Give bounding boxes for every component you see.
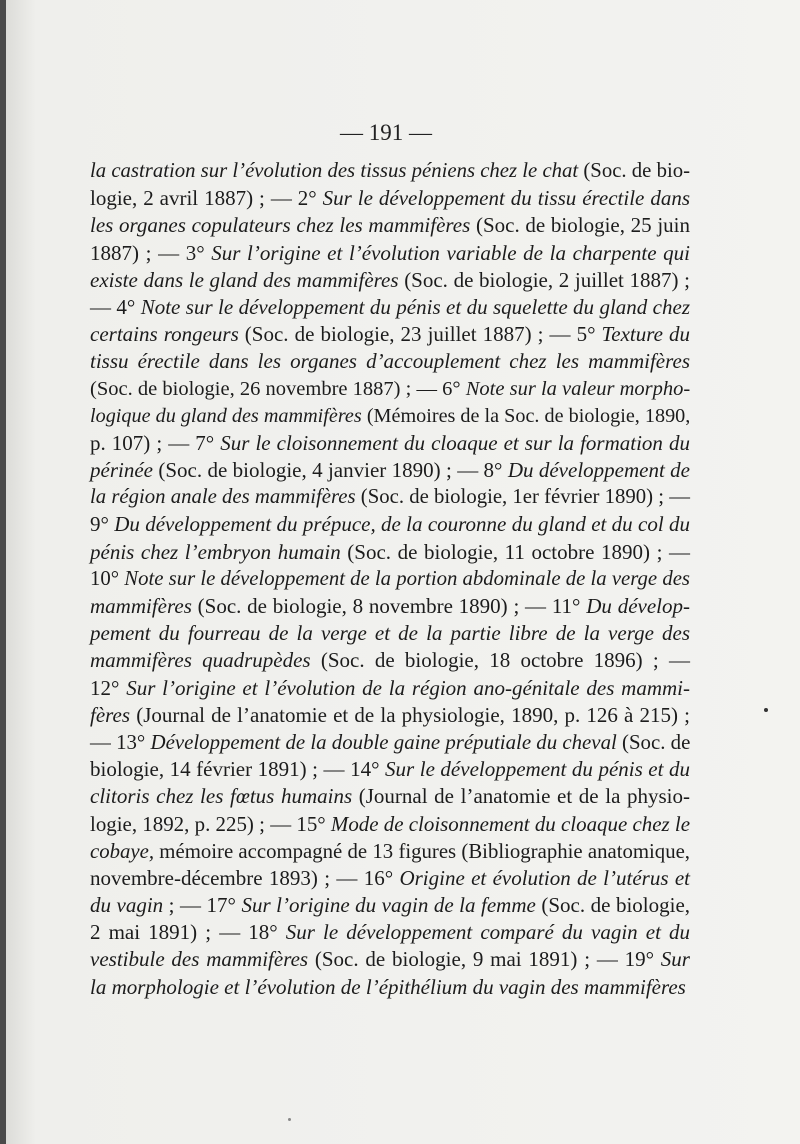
text-line xyxy=(90,321,690,348)
text-segment: (Soc. de biologie, 2 juillet 1887) ; xyxy=(398,267,690,292)
ink-speck xyxy=(764,708,768,712)
text-segment: (Soc. de biologie, 18 octobre 1896) ; — xyxy=(310,648,691,673)
italic-title-segment: vestibule des mammifères xyxy=(90,947,309,972)
text-line xyxy=(90,240,690,267)
page-number: — 191 — xyxy=(340,120,432,145)
italic-title-segment: la morphologie et l’évolution de l’épithélium du vagin des mammifères xyxy=(90,974,686,999)
italic-title-segment: Du développement du prépuce, de la couronne du gland et du col du xyxy=(114,512,690,537)
text-segment: (Journal de l’anatomie et de la physiologie, 1890, p. 126 à 215) ; xyxy=(130,702,690,727)
text-segment: (Mémoires de la Soc. de biologie, 1890, xyxy=(361,404,691,427)
book-page xyxy=(6,0,800,1144)
italic-title-segment: clitoris chez les fœtus humains xyxy=(90,784,353,809)
text-line xyxy=(90,593,690,620)
text-line xyxy=(90,811,690,838)
text-line xyxy=(90,430,690,457)
text-line xyxy=(90,865,690,892)
text-segment: mémoire accompagné de 13 figures (Bibliographie anatomique, xyxy=(154,839,690,863)
italic-title-segment: Sur le développement du tissu érectile dans xyxy=(322,186,690,211)
text-line xyxy=(90,511,690,538)
italic-title-segment: du vagin xyxy=(90,893,164,918)
text-line xyxy=(90,838,690,865)
italic-title-segment: pénis chez l’embryon humain xyxy=(90,539,341,564)
italic-title-segment: fères xyxy=(90,702,131,727)
text-segment: novembre-décembre 1893) ; — 16° xyxy=(90,865,400,890)
text-segment: (Soc. de biologie, 23 juillet 1887) ; — 5° xyxy=(238,322,602,347)
italic-title-segment: Sur l’origine et l’évolution variable de la charpente qui xyxy=(211,240,691,265)
text-segment: (Soc. de biologie, 8 novembre 1890) ; — 11° xyxy=(191,594,587,618)
italic-title-segment: la région anale des mammifères xyxy=(90,486,356,509)
text-line xyxy=(90,212,690,239)
text-line xyxy=(90,403,690,430)
text-segment: biologie, 14 février 1891) ; — 14° xyxy=(90,757,386,782)
text-segment: — 4° xyxy=(90,294,141,319)
text-line xyxy=(90,294,690,321)
text-segment: (Soc. de biologie, xyxy=(535,893,691,918)
text-line xyxy=(90,620,690,647)
text-line xyxy=(90,484,690,511)
text-line xyxy=(90,376,690,403)
italic-title-segment: Origine et évolution de l’utérus et xyxy=(399,865,690,890)
italic-title-segment: Note sur le développement du pénis et du squelette du gland chez xyxy=(140,294,690,319)
text-segment: (Journal de l’anatomie et de la physio- xyxy=(352,784,691,809)
text-segment: 10° xyxy=(90,567,125,590)
italic-title-segment: Sur xyxy=(660,947,690,972)
text-line xyxy=(90,647,690,674)
italic-title-segment: périnée xyxy=(90,458,153,483)
text-segment: (Soc. de biologie, 9 mai 1891) ; — 19° xyxy=(308,947,661,972)
text-line xyxy=(90,185,690,212)
italic-title-segment: tissu érectile dans les organes d’accouplement chez les mammifères xyxy=(90,349,690,374)
text-segment: 9° xyxy=(90,512,115,537)
text-line xyxy=(90,702,690,729)
italic-title-segment: logique du gland des mammifères xyxy=(90,404,362,427)
text-line xyxy=(90,267,690,294)
text-line xyxy=(90,892,690,919)
text-segment: — 13° xyxy=(90,729,151,754)
italic-title-segment: Sur l’origine et l’évolution de la région ano-génitale des mammi- xyxy=(126,675,690,700)
text-line xyxy=(90,946,690,973)
text-segment: (Soc. de biologie, 11 octobre 1890) ; — xyxy=(340,539,691,564)
text-line xyxy=(90,756,690,783)
italic-title-segment: Note sur la valeur morpho- xyxy=(465,377,691,400)
text-segment: (Soc. de biologie, 26 novembre 1887) ; — 6° xyxy=(90,377,466,400)
text-line xyxy=(90,783,690,810)
italic-title-segment: existe dans le gland des mammifères xyxy=(90,267,399,292)
italic-title-segment: Sur le développement du pénis et du xyxy=(385,757,691,782)
text-segment: p. 107) ; — 7° xyxy=(90,430,221,455)
text-line xyxy=(90,457,690,484)
text-line xyxy=(90,729,690,756)
text-segment: (Soc. de biologie, 4 janvier 1890) ; — 8° xyxy=(152,458,508,483)
italic-title-segment: mammifères xyxy=(90,594,192,618)
italic-title-segment: Du développement de xyxy=(507,458,690,483)
italic-title-segment: Texture du xyxy=(601,322,690,347)
italic-title-segment: les organes copulateurs chez les mammifères xyxy=(90,213,471,238)
text-segment: (Soc. de bio- xyxy=(578,160,690,182)
text-line xyxy=(90,974,690,1001)
italic-title-segment: Sur le développement comparé du vagin et du xyxy=(285,920,690,945)
text-segment: logie, 2 avril 1887) ; — 2° xyxy=(90,186,323,211)
body-text xyxy=(90,158,690,1001)
text-line xyxy=(90,566,690,593)
italic-title-segment: Note sur le développement de la portion abdominale de la verge des xyxy=(124,567,690,590)
text-segment: 1887) ; — 3° xyxy=(90,240,212,265)
italic-title-segment: Sur l’origine du vagin de la femme xyxy=(241,893,536,918)
ink-speck xyxy=(288,1118,291,1121)
text-segment: (Soc. de biologie, 25 juin xyxy=(470,213,691,238)
italic-title-segment: Du dévelop- xyxy=(586,594,690,618)
text-line xyxy=(90,919,690,946)
italic-title-segment: pement du fourreau de la verge et de la partie libre de la verge des xyxy=(90,621,690,646)
text-segment: logie, 1892, p. 225) ; — 15° xyxy=(90,811,331,836)
text-line xyxy=(90,675,690,702)
text-line xyxy=(90,539,690,566)
italic-title-segment: certains rongeurs xyxy=(90,322,239,347)
italic-title-segment: Développement de la double gaine préputiale du cheval xyxy=(150,729,617,754)
italic-title-segment: mammifères quadrupèdes xyxy=(90,648,311,673)
text-segment: (Soc. de biologie, 1er février 1890) ; — xyxy=(355,486,690,509)
text-segment: 12° xyxy=(90,675,127,700)
italic-title-segment: la castration sur l’évolution des tissus péniens chez le chat xyxy=(90,160,579,182)
italic-title-segment: Sur le cloisonnement du cloaque et sur la formation du xyxy=(220,430,690,455)
italic-title-segment: cobaye, xyxy=(90,839,155,863)
italic-title-segment: Mode de cloisonnement du cloaque chez le xyxy=(330,811,690,836)
text-line xyxy=(90,158,690,185)
text-segment: (Soc. de xyxy=(616,729,691,754)
text-segment: ; — 17° xyxy=(163,893,242,918)
text-line xyxy=(90,348,690,375)
text-segment: 2 mai 1891) ; — 18° xyxy=(90,920,286,945)
